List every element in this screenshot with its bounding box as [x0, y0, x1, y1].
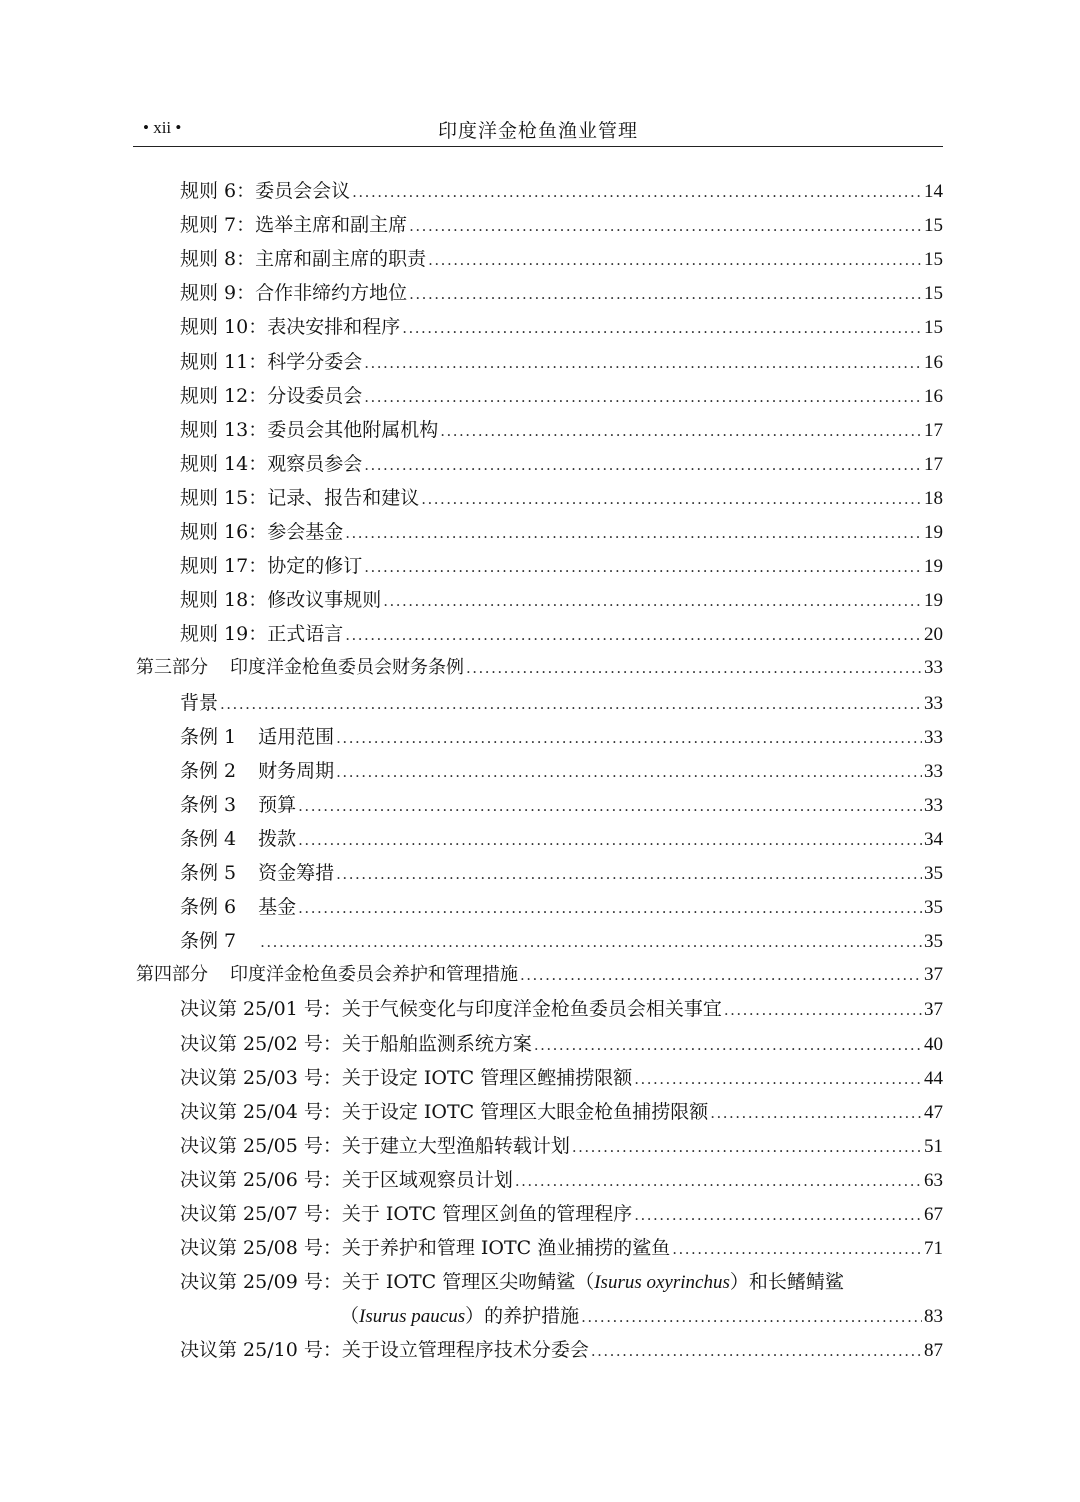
leader-dots: [260, 933, 922, 951]
toc-entry-label: [180, 585, 381, 612]
toc-entry-label: [180, 1335, 589, 1362]
toc-text: 规则 7：选举主席和副主席: [180, 214, 408, 237]
toc-entry-label: [180, 619, 343, 646]
toc-rule-entry[interactable]: [180, 449, 943, 476]
toc-page-number: 17: [924, 419, 943, 441]
toc-text: 决议第 25/02 号：关于船舶监测系统方案: [180, 1032, 532, 1055]
toc-entry-label: [180, 1199, 632, 1226]
toc-text: 决议第 25/06 号：关于区域观察员计划: [180, 1168, 513, 1191]
toc-entry-label: [180, 278, 407, 305]
leader-dots: [220, 695, 922, 713]
leader-dots: [402, 319, 922, 337]
toc-entry-label: [180, 347, 362, 374]
leader-dots: [364, 354, 922, 372]
toc-page-number: 15: [924, 215, 943, 237]
toc-resolution-entry[interactable]: [180, 1335, 943, 1362]
leader-dots: [634, 1206, 922, 1224]
toc-page-number: 19: [924, 556, 943, 578]
toc-entry-label: [180, 312, 400, 339]
toc-page-number: 83: [924, 1306, 943, 1328]
toc-resolution-entry[interactable]: [180, 1165, 943, 1192]
leader-dots: [515, 1172, 922, 1190]
toc-text: 决议第 25/09 号：关于 IOTC 管理区尖吻鲭鲨（: [180, 1271, 595, 1294]
toc-entry-label: [180, 176, 350, 203]
toc-entry-label: [340, 1301, 579, 1328]
toc-rule-entry[interactable]: [180, 347, 943, 374]
toc-text: 条例 7: [180, 930, 237, 953]
toc-entry-label: [180, 1063, 632, 1090]
toc-regulation-entry[interactable]: [180, 824, 943, 851]
toc-rule-entry[interactable]: [180, 619, 943, 646]
leader-dots: [298, 797, 922, 815]
toc-text: 决议第 25/05 号：关于建立大型渔船转载计划: [180, 1134, 570, 1157]
toc-page-number: 15: [924, 283, 943, 305]
leader-dots: [345, 524, 922, 542]
toc-regulation-entry[interactable]: [180, 722, 943, 749]
toc-entry-label: [180, 551, 362, 578]
toc-page-number: 67: [924, 1204, 943, 1225]
leader-dots: [672, 1240, 922, 1258]
toc-page-number: 15: [924, 317, 943, 339]
toc-text: 基金: [258, 896, 297, 919]
toc-text: 预算: [258, 793, 297, 816]
toc-entry-label: [180, 1131, 570, 1158]
toc-text: 规则 6：委员会会议: [180, 180, 351, 202]
leader-dots: [520, 966, 922, 984]
toc-page-number: 34: [924, 828, 943, 850]
toc-page-number: 37: [924, 964, 943, 986]
leader-dots: [634, 1070, 922, 1088]
toc-entry-label: [180, 824, 296, 851]
toc-text: 条例 5: [180, 862, 237, 884]
toc-page-number: 71: [924, 1238, 943, 1260]
toc-page-number: 33: [924, 726, 943, 748]
toc-rule-entry[interactable]: [180, 176, 943, 203]
toc-regulation-entry[interactable]: [180, 756, 943, 783]
toc-text: 资金筹措: [258, 862, 335, 884]
toc-page-number: 14: [924, 181, 943, 202]
toc-text: 条例 1: [180, 725, 237, 748]
toc-entry-label: [180, 449, 362, 476]
toc-page-number: 16: [924, 351, 943, 373]
toc-text: 印度洋金枪鱼委员会养护和管理措施: [230, 964, 518, 986]
toc-text: ）和长鳍鲭鲨: [729, 1271, 844, 1294]
leader-dots: [572, 1138, 922, 1156]
toc-entry-label: [180, 1165, 513, 1192]
leader-dots: [409, 285, 922, 303]
page-number: • xii •: [143, 118, 182, 137]
toc-text: 条例 2: [180, 759, 237, 782]
toc-text: 规则 12：分设委员会: [180, 384, 363, 407]
toc-text: 背景: [180, 691, 219, 714]
toc-text: ）的养护措施: [465, 1305, 580, 1328]
toc-resolution-entry[interactable]: [180, 1199, 943, 1226]
toc-text: 印度洋金枪鱼委员会财务条例: [230, 657, 464, 679]
toc-entry-label: [180, 483, 419, 510]
toc-page-number: 17: [924, 453, 943, 475]
leader-dots: [364, 456, 922, 474]
leader-dots: [352, 183, 922, 201]
toc-resolution-entry-line2[interactable]: [340, 1301, 943, 1328]
toc-page-number: 87: [924, 1340, 943, 1362]
toc-part-heading[interactable]: [136, 960, 943, 986]
leader-dots: [298, 899, 922, 917]
toc-text: 条例 4: [180, 827, 237, 850]
toc-text: 决议第 25/03 号：关于设定 IOTC 管理区鲣捕捞限额: [180, 1066, 633, 1089]
toc-text: （: [340, 1305, 360, 1328]
running-header: [133, 112, 943, 147]
toc-entry-label: [180, 1029, 532, 1056]
toc-text: 第四部分: [136, 964, 208, 986]
toc-text: 条例 3: [180, 793, 237, 816]
toc-resolution-entry[interactable]: [180, 1233, 943, 1260]
toc-page-number: 19: [924, 590, 943, 612]
toc-entry-label: [180, 892, 296, 919]
leader-dots: [581, 1308, 922, 1326]
toc-page-number: 33: [924, 657, 943, 679]
toc-resolution-entry[interactable]: [180, 1097, 943, 1124]
leader-dots: [409, 217, 922, 235]
toc-rule-entry[interactable]: [180, 585, 943, 612]
toc-regulation-entry[interactable]: [180, 858, 943, 885]
leader-dots: [534, 1036, 922, 1054]
leader-dots: [364, 558, 922, 576]
leader-dots: [336, 763, 922, 781]
toc-regulation-entry[interactable]: [180, 892, 943, 919]
toc-entry-label: [180, 926, 258, 953]
toc-resolution-entry[interactable]: [180, 1029, 943, 1056]
toc-entry-label: [136, 653, 464, 679]
toc-page-number: 44: [924, 1067, 943, 1089]
toc-text: 规则 11：科学分委会: [180, 350, 363, 373]
toc-page-number: 15: [924, 249, 943, 271]
toc-rule-entry[interactable]: [180, 278, 943, 305]
toc-page-number: 18: [924, 487, 943, 509]
leader-dots: [710, 1104, 922, 1122]
toc-rule-entry[interactable]: [180, 551, 943, 578]
scientific-name: Isurus oxyrinchus: [594, 1272, 730, 1294]
toc-page-number: 35: [924, 897, 943, 919]
toc-entry-label: [180, 381, 362, 408]
toc-entry-label: [180, 1233, 670, 1260]
leader-dots: [724, 1001, 922, 1019]
toc-text: 规则 9：合作非缔约方地位: [180, 282, 408, 305]
toc-entry-label: [180, 688, 218, 715]
toc-entry-label: [180, 722, 334, 749]
leader-dots: [466, 659, 922, 677]
leader-dots: [440, 422, 922, 440]
leader-dots: [364, 388, 922, 406]
toc-page-number: 33: [924, 760, 943, 782]
toc-entry-label: [180, 994, 722, 1021]
toc-page-number: 35: [924, 863, 943, 884]
leader-dots: [336, 865, 922, 883]
toc-text: 规则 18：修改议事规则: [180, 589, 382, 612]
toc-page-number: 63: [924, 1169, 943, 1191]
toc-entry-label: [136, 960, 518, 986]
toc-text: 规则 19：正式语言: [180, 623, 344, 646]
toc-text: 规则 8：主席和副主席的职责: [180, 248, 427, 271]
toc-page-number: 33: [924, 794, 943, 816]
toc-page-number: 16: [924, 385, 943, 407]
toc-rule-entry[interactable]: [180, 312, 943, 339]
toc-entry-label: [180, 415, 438, 442]
toc-page-number: 37: [924, 999, 943, 1021]
toc-resolution-entry[interactable]: [180, 1131, 943, 1158]
toc-text: 决议第 25/04 号：关于设定 IOTC 管理区大眼金枪鱼捕捞限额: [180, 1100, 709, 1123]
toc-rule-entry[interactable]: [180, 483, 943, 510]
toc-text: 拨款: [258, 827, 297, 850]
leader-dots: [421, 490, 922, 508]
toc-entry-label: [180, 244, 426, 271]
toc-part-heading[interactable]: [136, 653, 943, 679]
toc-text: 条例 6: [180, 896, 237, 919]
toc-text: 规则 17：协定的修订: [180, 555, 363, 578]
toc-page-number: 20: [924, 624, 943, 646]
toc-text: 规则 10：表决安排和程序: [180, 316, 401, 339]
toc-rule-entry[interactable]: [180, 415, 943, 442]
toc-resolution-entry-line1[interactable]: [180, 1267, 844, 1294]
leader-dots: [428, 251, 922, 269]
toc-text: 决议第 25/07 号：关于 IOTC 管理区剑鱼的管理程序: [180, 1203, 633, 1225]
toc-text: 决议第 25/08 号：关于养护和管理 IOTC 渔业捕捞的鲨鱼: [180, 1237, 671, 1260]
toc-text: 规则 15：记录、报告和建议: [180, 486, 420, 509]
toc-page-number: 51: [924, 1135, 943, 1157]
book-title: 印度洋金枪鱼渔业管理: [437, 120, 638, 142]
toc-page-number: 47: [924, 1101, 943, 1123]
toc-text: 决议第 25/10 号：关于设立管理程序技术分委会: [180, 1339, 589, 1362]
toc-resolution-entry[interactable]: [180, 1063, 943, 1090]
toc-text: 规则 13：委员会其他附属机构: [180, 418, 439, 441]
toc-page-number: 33: [924, 692, 943, 714]
toc-regulation-entry[interactable]: [180, 790, 943, 817]
toc-rule-entry[interactable]: [180, 210, 943, 237]
toc-text: 适用范围: [258, 725, 335, 748]
scientific-name: Isurus paucus: [359, 1306, 466, 1328]
toc-resolution-entry[interactable]: [180, 994, 943, 1021]
toc-rule-entry[interactable]: [180, 381, 943, 408]
toc-text: 第三部分: [136, 657, 208, 679]
toc-page-number: 19: [924, 522, 943, 543]
toc-entry-label: [180, 1097, 708, 1124]
leader-dots: [591, 1342, 922, 1360]
toc-text: 规则 16：参会基金: [180, 521, 344, 543]
toc-regulation-entry[interactable]: [180, 688, 943, 715]
toc-entry-label: [180, 858, 334, 885]
toc-rule-entry[interactable]: [180, 244, 943, 271]
leader-dots: [383, 592, 922, 610]
toc-page-number: 40: [924, 1033, 943, 1055]
leader-dots: [336, 729, 922, 747]
toc-page-number: 35: [924, 931, 943, 953]
toc-rule-entry[interactable]: [180, 517, 943, 544]
leader-dots: [298, 831, 922, 849]
toc-regulation-entry[interactable]: [180, 926, 943, 953]
toc-text: 规则 14：观察员参会: [180, 452, 363, 475]
toc-entry-label: [180, 517, 343, 544]
toc-text: 决议第 25/01 号：关于气候变化与印度洋金枪鱼委员会相关事宜: [180, 998, 722, 1021]
toc-entry-label: [180, 756, 334, 783]
toc-entry-label: [180, 790, 296, 817]
leader-dots: [345, 626, 922, 644]
toc-text: 财务周期: [258, 759, 335, 782]
toc-entry-label: [180, 210, 407, 237]
